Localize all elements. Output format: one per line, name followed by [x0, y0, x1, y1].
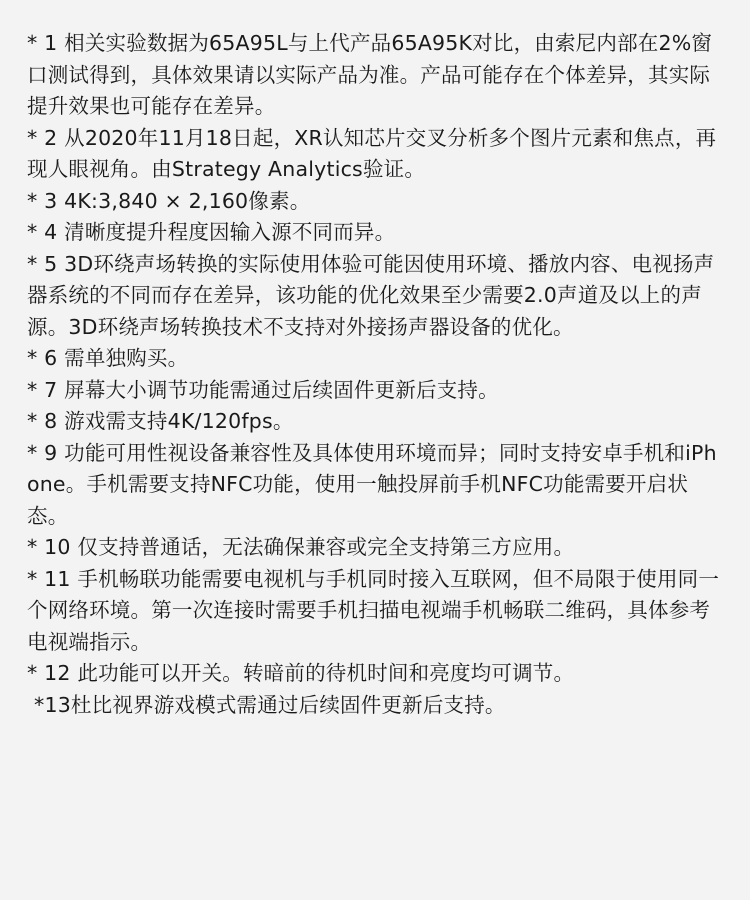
- footnote-6: * 6 需单独购买。: [27, 346, 189, 370]
- footnote-4: * 4 清晰度提升程度因输入源不同而异。: [27, 220, 396, 244]
- footnote-10: * 10 仅支持普通话，无法确保兼容或完全支持第三方应用。: [27, 535, 575, 559]
- footnote-1: * 1 相关实验数据为65A95L与上代产品65A95K对比，由索尼内部在2%窗口测试得到，具体效果请以实际产品为准。产品可能存在个体差异，其实际提升效果也可能存在差异。: [27, 31, 713, 118]
- footnote-7: * 7 屏幕大小调节功能需通过后续固件更新后支持。: [27, 377, 499, 402]
- footnote-5: * 5 3D环绕声场转换的实际使用体验可能因使用环境、播放内容、电视扬声器系统的不同而存在差异，该功能的优化效果至少需要2.0声道及以上的声源。3D环绕声场转换技术不支持对外接扬声器设备的优化。: [27, 251, 715, 339]
- footnote-11: * 11 手机畅联功能需要电视机与手机同时接入互联网，但不局限于使用同一个网络环境。第一次连接时需要手机扫描电视端手机畅联二维码，具体参考电视端指示。: [27, 566, 720, 654]
- footnote-3: * 3 4K:3,840 × 2,160像素。: [27, 188, 311, 213]
- footnote-13: *13杜比视界游戏模式需通过后续固件更新后支持。: [34, 692, 506, 717]
- footnote-9: * 9 功能可用性视设备兼容性及具体使用环境而异；同时支持安卓手机和iPhone。手机需要支持NFC功能，使用一触投屏前手机NFC功能需要开启状态。: [27, 440, 717, 528]
- footnote-2: * 2 从2020年11月18日起，XR认知芯片交叉分析多个图片元素和焦点，再现人眼视角。由Strategy Analytics验证。: [27, 125, 717, 181]
- footnote-8: * 8 游戏需支持4K/120fps。: [27, 409, 294, 433]
- footnote-12: * 12 此功能可以开关。转暗前的待机时间和亮度均可调节。: [27, 661, 575, 685]
